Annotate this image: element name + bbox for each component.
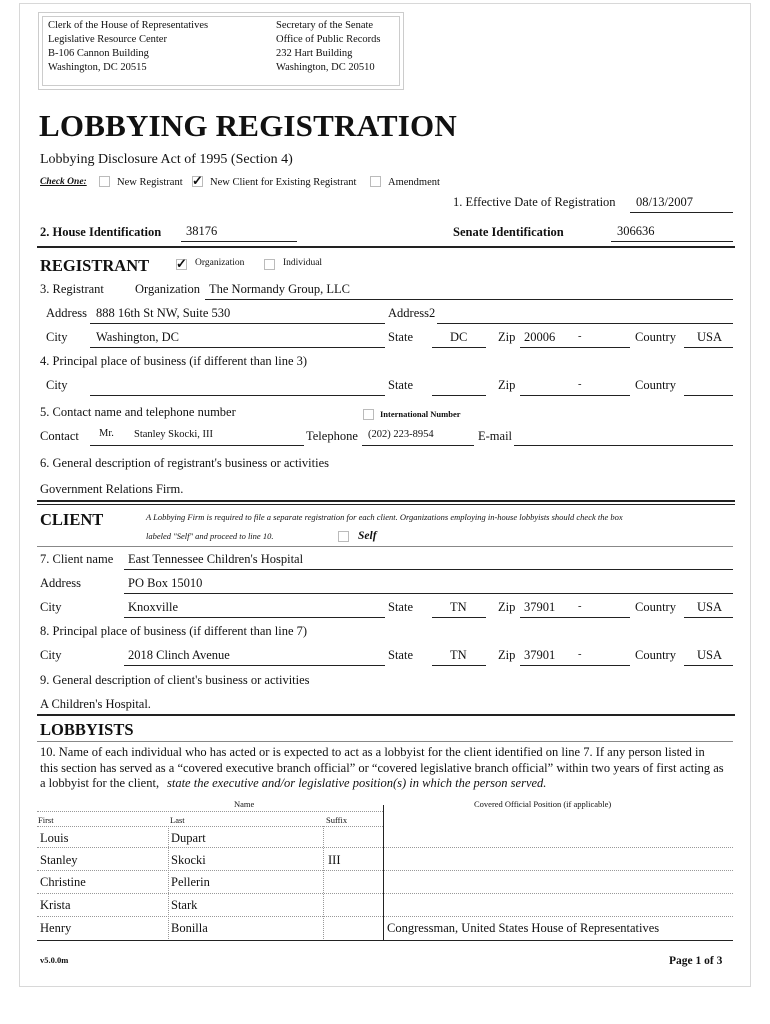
- pp-state-field[interactable]: [432, 395, 486, 396]
- line6-label: 6. General description of registrant's business or activities: [40, 456, 329, 470]
- zip-label: Zip: [498, 330, 516, 344]
- self-label: Self: [358, 530, 377, 542]
- lobbyist-first[interactable]: Henry: [40, 921, 72, 935]
- organization-name-field[interactable]: The Normandy Group, LLC: [209, 282, 350, 296]
- line7-label: 7. Client name: [40, 552, 114, 566]
- line4-label: 4. Principal place of business (if different than line 3): [40, 354, 308, 368]
- lobbyist-last[interactable]: Stark: [171, 898, 198, 912]
- amendment-label: Amendment: [388, 177, 440, 188]
- state-label: State: [388, 330, 413, 344]
- amendment-checkbox[interactable]: [370, 176, 381, 187]
- client-pp-zip-label: Zip: [498, 648, 516, 662]
- client-pp-country-label: Country: [635, 648, 676, 662]
- client-pp-state-field[interactable]: TN: [450, 648, 467, 662]
- organization-option-label: Organization: [195, 258, 245, 268]
- lobbyist-first[interactable]: Stanley: [40, 853, 78, 867]
- pp-zip-field[interactable]: [520, 395, 630, 396]
- last-column-header: Last: [170, 815, 185, 825]
- section-divider: [37, 500, 735, 505]
- contact-name-field[interactable]: Stanley Skocki, III: [134, 429, 214, 440]
- checkmark-icon: ✓: [176, 256, 187, 271]
- telephone-label: Telephone: [306, 429, 358, 443]
- client-address-label: Address: [40, 576, 81, 590]
- new-registrant-checkbox[interactable]: [99, 176, 110, 187]
- house-address: Clerk of the House of Representatives Legislative Resource Center B-106 Cannon Building Washington, DC 20515: [48, 20, 209, 73]
- client-city-field[interactable]: Knoxville: [128, 600, 178, 614]
- lobbyist-first[interactable]: Louis: [40, 831, 69, 845]
- city-field[interactable]: Washington, DC: [96, 330, 180, 344]
- client-name-field[interactable]: East Tennessee Children's Hospital: [128, 552, 304, 566]
- name-column-header: Name: [234, 799, 255, 809]
- registrant-description-field[interactable]: Government Relations Firm.: [40, 482, 184, 496]
- lobbyist-suffix[interactable]: III: [328, 853, 341, 867]
- zip-field[interactable]: 20006: [524, 330, 556, 344]
- client-pp-city-field[interactable]: 2018 Clinch Avenue: [128, 648, 230, 662]
- pp-state-label: State: [388, 378, 413, 392]
- registrant-heading: REGISTRANT: [40, 256, 150, 275]
- page-subtitle: Lobbying Disclosure Act of 1995 (Section 4): [40, 152, 293, 167]
- telephone-field[interactable]: (202) 223-8954: [368, 429, 434, 440]
- effective-date-field[interactable]: 08/13/2007: [636, 195, 693, 209]
- pp-zip-dash: -: [578, 379, 582, 390]
- individual-checkbox[interactable]: [264, 259, 275, 270]
- new-client-label: New Client for Existing Registrant: [210, 177, 357, 188]
- email-field[interactable]: [514, 445, 733, 446]
- line3-label: 3. Registrant: [40, 282, 104, 296]
- page-number: Page 1 of 3: [669, 955, 723, 967]
- pp-city-field[interactable]: [90, 395, 385, 396]
- lobbyist-last[interactable]: Bonilla: [171, 921, 208, 935]
- lobbyist-last[interactable]: Skocki: [171, 853, 206, 867]
- house-id-field[interactable]: 38176: [186, 224, 218, 238]
- email-label: E-mail: [478, 429, 513, 443]
- lobbyists-intro-line3a: a lobbyist for the client,: [40, 776, 160, 790]
- address2-field[interactable]: [437, 323, 733, 324]
- client-description-field[interactable]: A Children's Hospital.: [40, 697, 151, 711]
- client-pp-country-field[interactable]: USA: [697, 648, 723, 662]
- client-zip-label: Zip: [498, 600, 516, 614]
- contact-prefix-field[interactable]: Mr.: [99, 428, 114, 439]
- lobbyist-last[interactable]: Pellerin: [171, 875, 210, 889]
- contact-label: Contact: [40, 429, 79, 443]
- client-note-line1: A Lobbying Firm is required to file a separate registration for each client. Organizations employing in-house lobbyists should check the box: [146, 512, 623, 522]
- address-field[interactable]: 888 16th St NW, Suite 530: [96, 306, 231, 320]
- pp-zip-label: Zip: [498, 378, 516, 392]
- client-state-label: State: [388, 600, 413, 614]
- checkmark-icon: ✓: [192, 173, 203, 188]
- client-zip-dash: -: [578, 601, 582, 612]
- mailing-address-box: [38, 12, 404, 90]
- suffix-column-header: Suffix: [326, 815, 348, 825]
- version-label: v5.0.0m: [40, 955, 69, 965]
- client-heading: CLIENT: [40, 510, 104, 529]
- pp-city-label: City: [46, 378, 68, 392]
- client-address-field[interactable]: PO Box 15010: [128, 576, 203, 590]
- senate-address: Secretary of the Senate Office of Public Records 232 Hart Building Washington, DC 20510: [276, 20, 381, 73]
- effective-date-label: 1. Effective Date of Registration: [453, 195, 616, 209]
- client-country-field[interactable]: USA: [697, 600, 723, 614]
- lobbyists-intro-line1: 10. Name of each individual who has acted or is expected to act as a lobbyist for the client identified on line 7. If any person listed in: [40, 745, 705, 759]
- section-divider: [37, 714, 735, 716]
- check-one-label: Check One:: [40, 177, 87, 187]
- client-country-label: Country: [635, 600, 676, 614]
- line8-label: 8. Principal place of business (if different than line 7): [40, 624, 308, 638]
- lobbyists-intro-line3b: state the executive and/or legislative position(s) in which the person served.: [167, 776, 547, 790]
- client-pp-city-label: City: [40, 648, 62, 662]
- senate-id-label: Senate Identification: [453, 225, 564, 239]
- client-pp-zip-dash: -: [578, 649, 582, 660]
- client-state-field[interactable]: TN: [450, 600, 467, 614]
- new-registrant-label: New Registrant: [117, 177, 183, 188]
- self-checkbox[interactable]: [338, 531, 349, 542]
- client-pp-state-label: State: [388, 648, 413, 662]
- international-number-label: International Number: [380, 409, 461, 419]
- client-city-label: City: [40, 600, 62, 614]
- senate-id-field[interactable]: 306636: [617, 224, 655, 238]
- lobbyist-position[interactable]: Congressman, United States House of Representatives: [387, 921, 660, 935]
- city-label: City: [46, 330, 68, 344]
- house-id-label: 2. House Identification: [40, 225, 162, 239]
- section-divider: [37, 246, 735, 248]
- address-label: Address: [46, 306, 87, 320]
- lobbyist-last[interactable]: Dupart: [171, 831, 206, 845]
- zip-dash: -: [578, 331, 582, 342]
- international-number-checkbox[interactable]: [363, 409, 374, 420]
- state-field[interactable]: DC: [450, 330, 468, 344]
- client-note-line2: labeled "Self" and proceed to line 10.: [146, 531, 274, 541]
- first-column-header: First: [38, 815, 54, 825]
- pp-country-field[interactable]: [684, 395, 733, 396]
- page-title: LOBBYING REGISTRATION: [39, 108, 457, 143]
- organization-label: Organization: [135, 282, 201, 296]
- line9-label: 9. General description of client's business or activities: [40, 673, 310, 687]
- address2-label: Address2: [388, 306, 436, 320]
- lobbyist-first[interactable]: Christine: [40, 875, 86, 889]
- country-label: Country: [635, 330, 676, 344]
- lobbyists-heading: LOBBYISTS: [40, 720, 134, 739]
- lobbyist-first[interactable]: Krista: [40, 898, 71, 912]
- position-column-header: Covered Official Position (if applicable): [474, 799, 612, 809]
- country-field[interactable]: USA: [697, 330, 723, 344]
- lobbyists-intro-line2: this section has served as a “covered executive branch official” or “covered legislative branch official” within two years of first acting as: [40, 761, 724, 775]
- pp-country-label: Country: [635, 378, 676, 392]
- client-pp-zip-field[interactable]: 37901: [524, 648, 556, 662]
- individual-option-label: Individual: [283, 258, 323, 268]
- line5-label: 5. Contact name and telephone number: [40, 405, 236, 419]
- client-zip-field[interactable]: 37901: [524, 600, 556, 614]
